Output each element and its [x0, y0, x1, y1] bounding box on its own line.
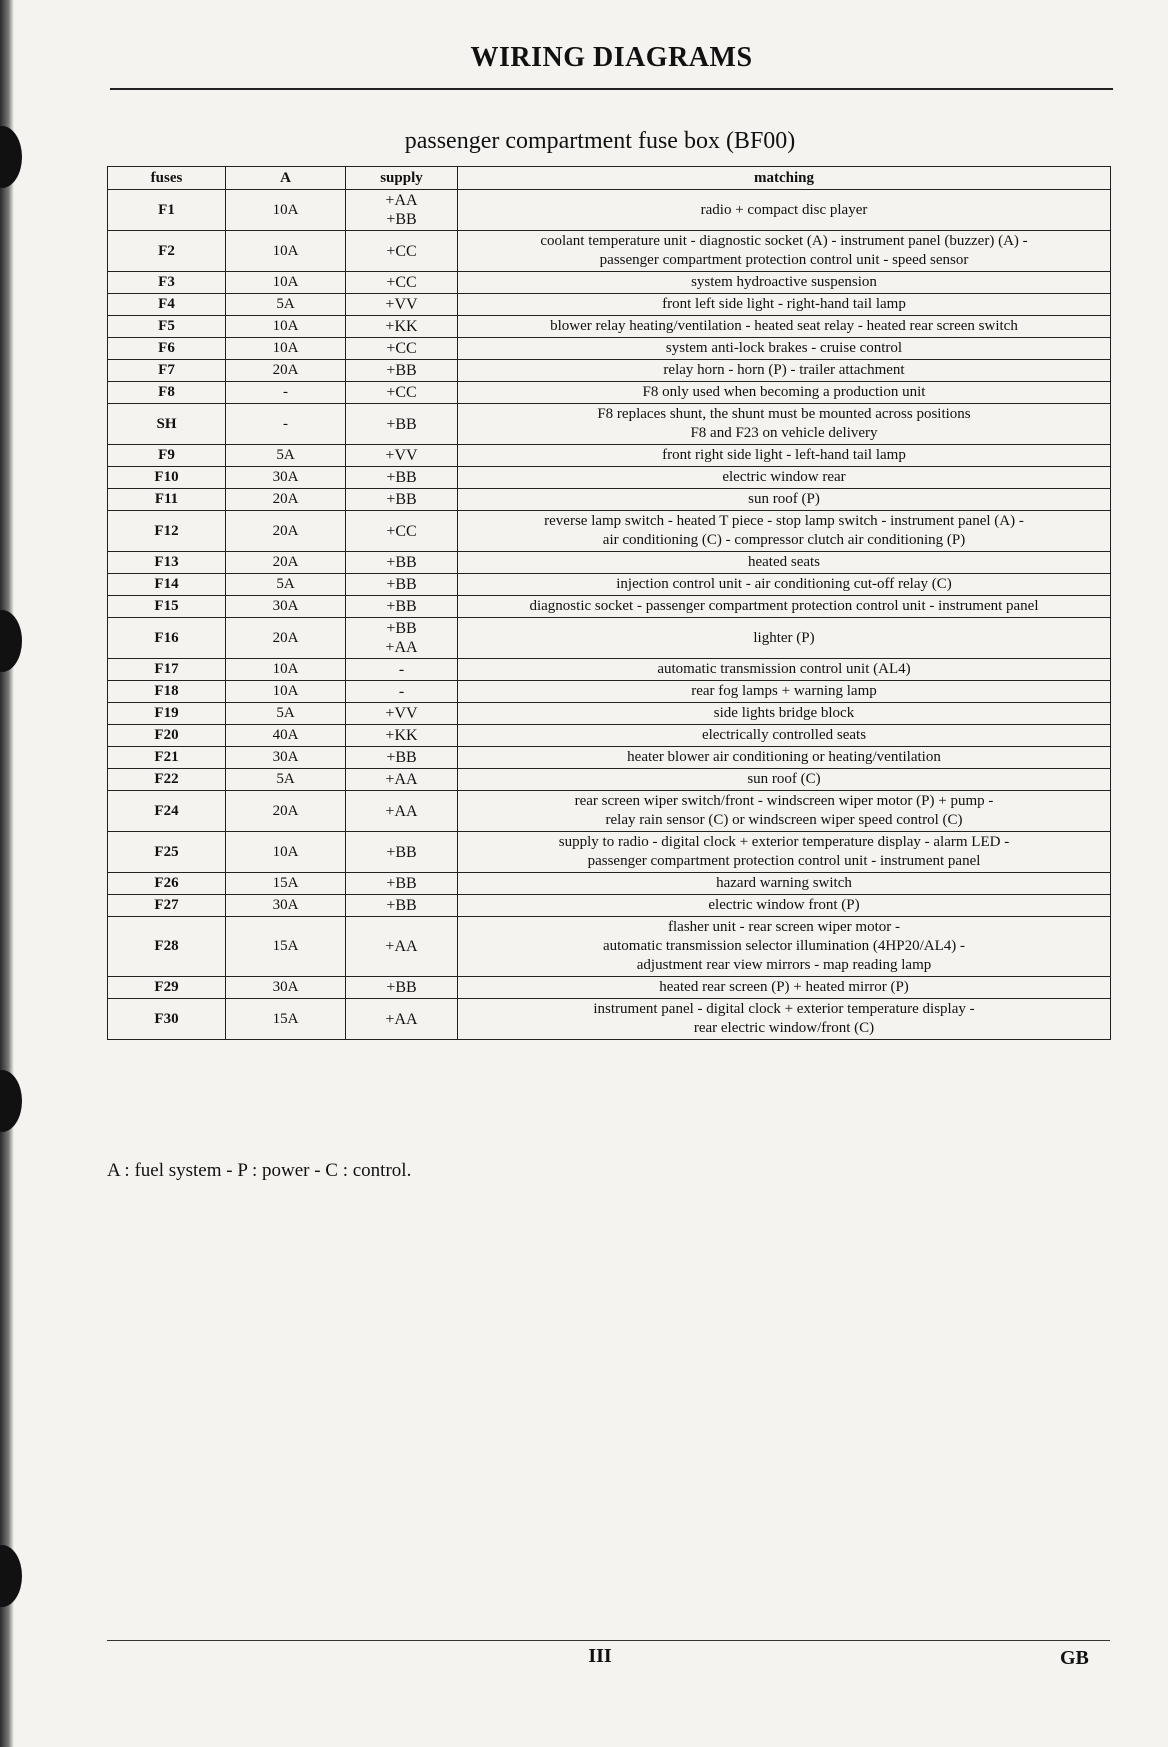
amperage-cell: 30A: [226, 467, 346, 489]
supply-cell: [346, 917, 458, 977]
matching-line: side lights bridge block: [713, 705, 855, 721]
matching-line: electric window front (P): [708, 897, 860, 913]
supply-line: +KK: [385, 318, 418, 335]
amperage-cell: 20A: [226, 791, 346, 832]
supply-line: +BB: [386, 897, 417, 914]
matching-line: automatic transmission control unit (AL4): [657, 661, 911, 677]
supply-cell: [346, 489, 458, 511]
fuse-id-cell: F2: [108, 231, 226, 272]
matching-line: rear screen wiper switch/front - windscreen wiper motor (P) + pump -: [574, 793, 994, 809]
matching-line: relay rain sensor (C) or windscreen wiper speed control (C): [605, 812, 963, 828]
column-header-matching: matching: [458, 167, 1111, 190]
supply-cell: [346, 895, 458, 917]
matching-line: injection control unit - air conditioning cut-off relay (C): [616, 576, 952, 592]
fuse-id-cell: F6: [108, 338, 226, 360]
supply-cell: [346, 231, 458, 272]
matching-line: coolant temperature unit - diagnostic socket (A) - instrument panel (buzzer) (A) -: [540, 233, 1028, 249]
matching-line: instrument panel - digital clock + exterior temperature display -: [593, 1001, 975, 1017]
header-rule: [110, 88, 1113, 90]
fuse-id-cell: F5: [108, 316, 226, 338]
matching-cell: [458, 832, 1111, 873]
amperage-cell: 30A: [226, 747, 346, 769]
table-row: [108, 895, 1111, 917]
fuse-id-cell: F22: [108, 769, 226, 791]
matching-line: lighter (P): [753, 629, 815, 646]
matching-cell: [458, 681, 1111, 703]
fuse-id-cell: F9: [108, 445, 226, 467]
matching-line: front right side light - left-hand tail lamp: [662, 447, 906, 463]
supply-cell: [346, 747, 458, 769]
column-header-amps: A: [226, 167, 346, 190]
supply-line: +VV: [385, 705, 418, 722]
table-row: [108, 467, 1111, 489]
column-header-fuses: fuses: [108, 167, 226, 190]
supply-cell: [346, 873, 458, 895]
supply-line: +BB: [386, 415, 417, 433]
matching-cell: [458, 659, 1111, 681]
matching-cell: [458, 294, 1111, 316]
supply-cell: [346, 832, 458, 873]
fuse-table-body: [108, 190, 1111, 1040]
fuse-id-cell: F27: [108, 895, 226, 917]
table-row: [108, 681, 1111, 703]
amperage-cell: 30A: [226, 977, 346, 999]
matching-line: radio + compact disc player: [700, 201, 868, 218]
table-row: [108, 511, 1111, 552]
matching-cell: [458, 791, 1111, 832]
supply-cell: [346, 659, 458, 681]
supply-cell: [346, 382, 458, 404]
matching-line: blower relay heating/ventilation - heated seat relay - heated rear screen switch: [550, 318, 1018, 334]
matching-line: adjustment rear view mirrors - map reading lamp: [636, 957, 932, 973]
table-row: [108, 552, 1111, 574]
matching-line: heated rear screen (P) + heated mirror (P): [659, 979, 909, 995]
matching-cell: [458, 190, 1111, 231]
amperage-cell: 10A: [226, 681, 346, 703]
punch-hole: [0, 126, 22, 188]
supply-line: +BB: [386, 554, 417, 571]
matching-line: system hydroactive suspension: [691, 274, 877, 290]
fuse-id-cell: SH: [108, 404, 226, 445]
fuse-id-cell: F24: [108, 791, 226, 832]
matching-line: reverse lamp switch - heated T piece - stop lamp switch - instrument panel (A) -: [544, 513, 1024, 529]
matching-cell: [458, 316, 1111, 338]
fuse-id-cell: F1: [108, 190, 226, 231]
amperage-cell: 10A: [226, 231, 346, 272]
matching-cell: [458, 977, 1111, 999]
fuse-id-cell: F30: [108, 999, 226, 1040]
supply-line: +BB: [386, 979, 417, 996]
table-row: [108, 769, 1111, 791]
supply-cell: [346, 552, 458, 574]
supply-line: +AA: [385, 192, 418, 209]
matching-cell: [458, 552, 1111, 574]
supply-line: +BB: [386, 362, 417, 379]
supply-line: +KK: [385, 727, 418, 744]
matching-cell: [458, 769, 1111, 791]
supply-line: +VV: [385, 447, 418, 464]
supply-cell: [346, 791, 458, 832]
matching-line: flasher unit - rear screen wiper motor -: [668, 919, 900, 935]
matching-line: sun roof (P): [748, 491, 820, 507]
matching-cell: [458, 382, 1111, 404]
supply-line: +CC: [386, 384, 417, 401]
amperage-cell: 10A: [226, 316, 346, 338]
matching-line: heated seats: [747, 554, 821, 570]
fuse-id-cell: F3: [108, 272, 226, 294]
matching-line: F8 only used when becoming a production unit: [642, 384, 926, 400]
matching-cell: [458, 618, 1111, 659]
supply-cell: [346, 725, 458, 747]
supply-cell: [346, 596, 458, 618]
table-row: [108, 382, 1111, 404]
supply-cell: [346, 618, 458, 659]
amperage-cell: 30A: [226, 895, 346, 917]
table-row: [108, 489, 1111, 511]
table-title: passenger compartment fuse box (BF00): [404, 128, 796, 154]
matching-line: supply to radio - digital clock + exterior temperature display - alarm LED -: [558, 834, 1010, 850]
supply-cell: [346, 681, 458, 703]
supply-cell: [346, 574, 458, 596]
amperage-cell: 15A: [226, 873, 346, 895]
amperage-cell: 5A: [226, 703, 346, 725]
fuse-table: [107, 166, 1111, 1040]
supply-line: +BB: [386, 749, 417, 766]
supply-line: +AA: [385, 938, 418, 955]
supply-line: +VV: [385, 296, 418, 313]
fuse-id-cell: F15: [108, 596, 226, 618]
matching-cell: [458, 445, 1111, 467]
supply-line: +CC: [386, 274, 417, 291]
table-row: [108, 703, 1111, 725]
supply-line: +BB: [386, 598, 417, 615]
table-row: [108, 404, 1111, 445]
table-row: [108, 873, 1111, 895]
supply-line: +BB: [386, 576, 417, 593]
amperage-cell: 15A: [226, 917, 346, 977]
matching-cell: [458, 272, 1111, 294]
supply-line: +BB: [386, 875, 417, 892]
punch-hole: [0, 1070, 22, 1132]
matching-line: hazard warning switch: [716, 875, 852, 891]
matching-cell: [458, 360, 1111, 382]
table-row: [108, 999, 1111, 1040]
supply-cell: [346, 769, 458, 791]
footer-lang-code: GB: [1060, 1647, 1089, 1669]
matching-cell: [458, 489, 1111, 511]
matching-line: automatic transmission selector illumination (4HP20/AL4) -: [602, 938, 966, 954]
supply-cell: [346, 999, 458, 1040]
binding-edge: [0, 0, 14, 1747]
footer-rule: [107, 1640, 1110, 1641]
fuse-id-cell: F10: [108, 467, 226, 489]
amperage-cell: 40A: [226, 725, 346, 747]
matching-cell: [458, 596, 1111, 618]
matching-line: relay horn - horn (P) - trailer attachment: [663, 362, 905, 378]
footer-page-number: III: [588, 1645, 612, 1667]
table-row: [108, 272, 1111, 294]
table-header-row: [108, 167, 1111, 190]
supply-cell: [346, 467, 458, 489]
matching-line: electrically controlled seats: [701, 727, 867, 743]
matching-cell: [458, 467, 1111, 489]
amperage-cell: 20A: [226, 552, 346, 574]
matching-cell: [458, 511, 1111, 552]
punch-hole: [0, 610, 22, 672]
supply-line: +AA: [385, 771, 418, 788]
supply-cell: [346, 511, 458, 552]
column-header-supply: supply: [346, 167, 458, 190]
matching-cell: [458, 895, 1111, 917]
fuse-id-cell: F14: [108, 574, 226, 596]
page-header: WIRING DIAGRAMS: [470, 42, 753, 73]
matching-cell: [458, 338, 1111, 360]
amperage-cell: 20A: [226, 360, 346, 382]
supply-cell: [346, 294, 458, 316]
fuse-id-cell: F28: [108, 917, 226, 977]
supply-line: +BB: [386, 620, 417, 637]
fuse-id-cell: F17: [108, 659, 226, 681]
fuse-id-cell: F11: [108, 489, 226, 511]
matching-line: rear fog lamps + warning lamp: [691, 683, 877, 699]
supply-line: +CC: [386, 340, 417, 357]
supply-line: +BB: [386, 491, 417, 508]
table-row: [108, 747, 1111, 769]
table-row: [108, 294, 1111, 316]
supply-line: +AA: [385, 639, 418, 656]
table-row: [108, 977, 1111, 999]
punch-hole: [0, 1545, 22, 1607]
supply-cell: [346, 977, 458, 999]
fuse-id-cell: F13: [108, 552, 226, 574]
amperage-cell: 15A: [226, 999, 346, 1040]
matching-line: diagnostic socket - passenger compartment protection control unit - instrument panel: [529, 598, 1039, 614]
amperage-cell: 5A: [226, 769, 346, 791]
fuse-id-cell: F26: [108, 873, 226, 895]
matching-cell: [458, 999, 1111, 1040]
supply-line: +AA: [385, 802, 418, 820]
matching-cell: [458, 703, 1111, 725]
amperage-cell: 10A: [226, 272, 346, 294]
matching-line: passenger compartment protection control unit - speed sensor: [599, 252, 969, 268]
fuse-id-cell: F7: [108, 360, 226, 382]
supply-line: +CC: [386, 242, 417, 260]
supply-line: +BB: [386, 211, 417, 228]
supply-line: +CC: [386, 522, 417, 540]
table-row: [108, 659, 1111, 681]
supply-cell: [346, 703, 458, 725]
matching-line: heater blower air conditioning or heating/ventilation: [627, 749, 941, 765]
amperage-cell: -: [226, 404, 346, 445]
fuse-id-cell: F20: [108, 725, 226, 747]
legend-note: A : fuel system - P : power - C : control.: [107, 1160, 412, 1181]
amperage-cell: 10A: [226, 832, 346, 873]
amperage-cell: 10A: [226, 659, 346, 681]
table-row: [108, 190, 1111, 231]
table-row: [108, 832, 1111, 873]
amperage-cell: 5A: [226, 574, 346, 596]
amperage-cell: 20A: [226, 618, 346, 659]
supply-cell: [346, 272, 458, 294]
supply-cell: [346, 445, 458, 467]
fuse-id-cell: F18: [108, 681, 226, 703]
table-row: [108, 574, 1111, 596]
amperage-cell: 20A: [226, 511, 346, 552]
table-row: [108, 725, 1111, 747]
supply-cell: [346, 404, 458, 445]
table-row: [108, 316, 1111, 338]
supply-line: -: [398, 683, 405, 700]
supply-line: +BB: [386, 843, 417, 861]
fuse-id-cell: F16: [108, 618, 226, 659]
table-row: [108, 917, 1111, 977]
table-row: [108, 338, 1111, 360]
supply-cell: [346, 338, 458, 360]
supply-cell: [346, 316, 458, 338]
supply-cell: [346, 360, 458, 382]
amperage-cell: 5A: [226, 294, 346, 316]
fuse-id-cell: F21: [108, 747, 226, 769]
amperage-cell: 10A: [226, 190, 346, 231]
amperage-cell: 10A: [226, 338, 346, 360]
table-row: [108, 791, 1111, 832]
table-row: [108, 445, 1111, 467]
matching-line: system anti-lock brakes - cruise control: [665, 340, 903, 356]
matching-line: front left side light - right-hand tail lamp: [662, 296, 906, 312]
supply-line: +AA: [385, 1010, 418, 1028]
table-row: [108, 231, 1111, 272]
matching-line: electric window rear: [722, 469, 846, 485]
matching-line: F8 and F23 on vehicle delivery: [690, 425, 878, 441]
matching-line: passenger compartment protection control unit - instrument panel: [587, 853, 981, 869]
amperage-cell: 20A: [226, 489, 346, 511]
matching-line: rear electric window/front (C): [693, 1020, 875, 1036]
matching-line: sun roof (C): [747, 771, 821, 787]
matching-cell: [458, 873, 1111, 895]
fuse-id-cell: F19: [108, 703, 226, 725]
matching-cell: [458, 231, 1111, 272]
amperage-cell: 30A: [226, 596, 346, 618]
matching-cell: [458, 574, 1111, 596]
fuse-id-cell: F25: [108, 832, 226, 873]
matching-line: F8 replaces shunt, the shunt must be mounted across positions: [597, 406, 971, 422]
amperage-cell: -: [226, 382, 346, 404]
supply-cell: [346, 190, 458, 231]
fuse-id-cell: F29: [108, 977, 226, 999]
table-row: [108, 596, 1111, 618]
table-row: [108, 360, 1111, 382]
supply-line: +BB: [386, 469, 417, 486]
matching-cell: [458, 725, 1111, 747]
supply-line: -: [398, 661, 405, 678]
fuse-id-cell: F4: [108, 294, 226, 316]
fuse-id-cell: F8: [108, 382, 226, 404]
amperage-cell: 5A: [226, 445, 346, 467]
fuse-id-cell: F12: [108, 511, 226, 552]
matching-cell: [458, 917, 1111, 977]
matching-cell: [458, 404, 1111, 445]
table-row: [108, 618, 1111, 659]
matching-cell: [458, 747, 1111, 769]
matching-line: air conditioning (C) - compressor clutch air conditioning (P): [602, 532, 966, 548]
